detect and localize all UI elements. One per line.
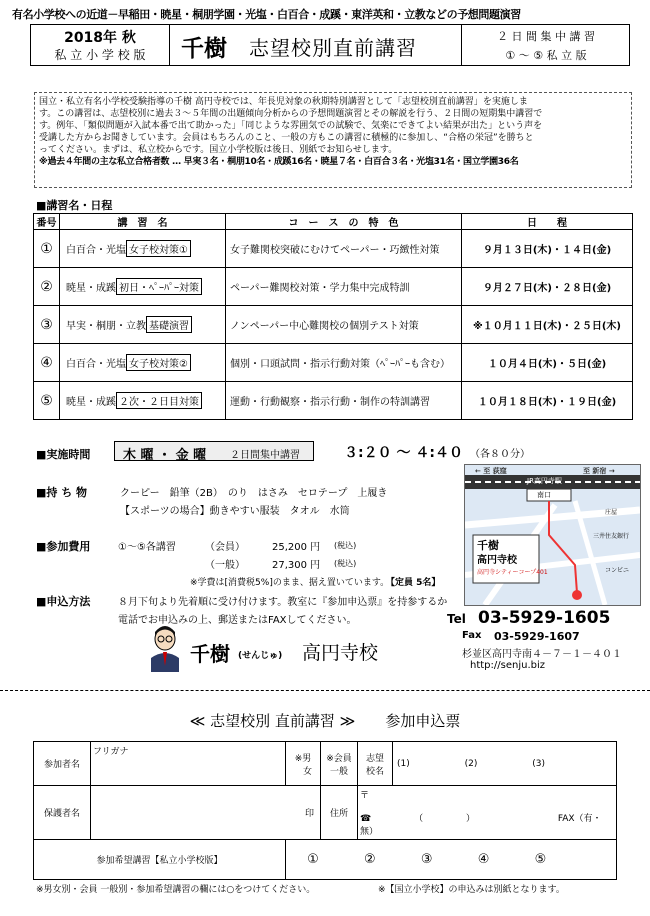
row-num: ③ — [34, 306, 60, 344]
fee-tax-1: (税込) — [334, 541, 357, 550]
fee-member-label: （会員） — [205, 542, 245, 553]
course-options — [286, 840, 617, 880]
address: 杉並区高円寺南４－７－１－４０１ — [462, 649, 622, 660]
school-choice-label: 志望 校名 — [358, 742, 393, 786]
mascot-illustration — [148, 626, 182, 672]
choice-1: (1) — [397, 758, 410, 769]
map-label-building: 高円寺シティーコープ401 — [477, 569, 548, 576]
top-tagline: 有名小学校への近道－早稲田・暁星・桐朋学園・光塩・白百合・成蹊・東洋英和・立教などの予想問題演習 — [12, 8, 521, 21]
row-num: ② — [34, 268, 60, 306]
tel-label: Tel — [447, 612, 466, 626]
access-map — [464, 464, 641, 606]
items-line-1: クーピー 鉛筆（2B） のり はさみ セロテープ 上履き — [120, 488, 388, 499]
sex-select[interactable]: ※男 女 — [286, 742, 321, 786]
fee-course: ①～⑤各講習 — [118, 542, 176, 553]
member-select[interactable]: ※会員 一般 — [321, 742, 358, 786]
items-label: ■持 ち 物 — [36, 486, 88, 499]
phone-icon: ☎ — [360, 814, 372, 824]
row-feature: 運動・行動観察・指示行動・制作の特訓講習 — [226, 382, 462, 420]
fee-general-price: 27,300 円 — [272, 560, 321, 571]
header-edition: 私 立 小 学 校 版 — [54, 48, 146, 62]
fee-note: ※学費は[消費税5%]のまま、据え置いています。 — [190, 578, 390, 588]
intro-line-3: す。例年、「類似問題が入試本番で出て助かった」「同じような雰囲気での試験で、気楽にできてよい結果が出た」という声を — [39, 121, 543, 131]
course-option-3[interactable]: ③ — [420, 852, 433, 867]
map-station: JR高円寺駅 — [527, 477, 562, 485]
row-schools: 白百合・光塩 — [66, 245, 126, 256]
row-course — [60, 306, 226, 344]
row-course — [60, 230, 226, 268]
form-row-guardian — [34, 786, 617, 840]
row-course — [60, 344, 226, 382]
course-option-2[interactable]: ② — [364, 852, 376, 867]
school-branch: 高円寺校 — [302, 642, 379, 664]
footer-note-right: ※【国立小学校】の申込みは別紙となります。 — [378, 885, 565, 895]
time-note: ２日間集中講習 — [230, 450, 300, 461]
row-tag: 女子校対策① — [126, 240, 191, 257]
col-course: 講 習 名 — [60, 214, 226, 230]
phone-paren-left: （ — [414, 814, 424, 824]
tel-number: 03-5929-1605 — [478, 608, 611, 628]
col-date: 日 程 — [462, 214, 633, 230]
row-date: ９月１３日(木)・１４日(金) — [462, 230, 633, 268]
table-row — [34, 382, 633, 420]
time-minutes: （各８０分） — [470, 449, 530, 460]
row-feature: 個別・口頭試問・指示行動対策（ﾍﾟｰﾊﾟｰも含む） — [226, 344, 462, 382]
guardian-input[interactable] — [91, 786, 321, 840]
header-right-box — [461, 25, 630, 65]
time-label: ■実施時間 — [36, 448, 91, 461]
choice-3: (3) — [532, 758, 545, 769]
row-schools: 白百合・光塩 — [66, 359, 126, 370]
phone-line — [360, 811, 614, 837]
row-schools: 暁星・成蹊 — [66, 397, 116, 408]
apply-line-1: ８月下旬より先着順に受け付けます。教室に『参加申込票』を持参するか — [118, 597, 448, 608]
row-tag: 女子校対策② — [126, 354, 191, 371]
time-hours: ３:２０ ～ ４:４０ — [344, 445, 463, 461]
fee-tax-2: (税込) — [334, 559, 357, 568]
address-label: 住所 — [321, 786, 358, 840]
row-feature: ノンペーパー中心難関校の個別テスト対策 — [226, 306, 462, 344]
intro-box — [34, 92, 632, 188]
intro-line-4: 受講した方からお聞きしています。会員はもちろんのこと、一般の方もこの講習に積極的に参加し、“合格の栄冠”を勝ちと — [39, 133, 534, 143]
teacher-icon — [148, 626, 182, 672]
course-label: 参加希望講習【私立小学校版】 — [34, 840, 286, 880]
map-label-brand: 千樹 — [477, 539, 499, 552]
header-year: 2018年 秋 — [64, 30, 136, 46]
row-date: １０月４日(木)・５日(金) — [462, 344, 633, 382]
intro-line-2: す。この講習は、志望校別に過去３～５年間の出題傾向分析からの予想問題演習とその解説を行う、２日間の短期集中講習で — [39, 109, 543, 119]
fee-member-price: 25,200 円 — [272, 542, 321, 553]
intro-line-5: ってください。まずは、私立校からです。国立小学校版は後日、別紙でお知らせします。 — [39, 145, 398, 155]
row-feature: 女子難関校突破にむけてペーパー・巧緻性対策 — [226, 230, 462, 268]
course-option-5[interactable]: ⑤ — [534, 852, 547, 867]
header-title: 志望校別直前講習 — [249, 36, 417, 60]
fee-general-label: （一般） — [205, 560, 245, 571]
map-right-station: 至 新宿 → — [583, 467, 615, 475]
row-course — [60, 382, 226, 420]
row-schools: 早実・桐朋・立教 — [66, 321, 146, 332]
school-choice-inputs[interactable] — [393, 742, 617, 786]
footer-note-left: ※男女別・会員 一般別・参加希望講習の欄には○をつけてください。 — [36, 885, 316, 895]
col-feature: コ ー ス の 特 色 — [226, 214, 462, 230]
header-brand: 千樹 — [181, 35, 227, 62]
seal-label: 印 — [304, 809, 314, 819]
header-intensive: ２ 日 間 集 中 講 習 — [497, 30, 595, 43]
intro-results: ※過去４年間の主な私立合格者数 … 早実３名・桐朋10名・成蹊16名・暁星７名・白百合３名・光塩31名・国立学園36名 — [39, 157, 519, 167]
school-brand: 千樹 — [190, 642, 230, 666]
map-left-station: ← 至 荻窪 — [475, 467, 507, 475]
items-line-2: 【スポーツの場合】動きやすい服装 タオル 水筒 — [120, 506, 350, 517]
school-reading: (せんじゅ) — [238, 651, 283, 661]
col-num: 番号 — [34, 214, 60, 230]
table-row — [34, 344, 633, 382]
map-label-branch: 高円寺校 — [477, 555, 517, 566]
intro-line-1: 国立・私立有名小学校受験指導の千樹 高円寺校では、年長児対象の秋期特別講習として「志望校別直前講習」を実施しま — [39, 97, 528, 107]
schedule-header-row — [34, 214, 633, 230]
time-days: 木 曜 ・ 金 曜 — [123, 448, 207, 463]
fax-number: 03-5929-1607 — [494, 630, 580, 643]
website: http://senju.biz — [470, 660, 546, 671]
schedule-title: ■講習名・日程 — [36, 199, 113, 212]
furigana-label: フリガナ — [93, 747, 129, 757]
row-date: ９月２７日(木)・２８日(金) — [462, 268, 633, 306]
row-date: ※１０月１１日(木)・２５日(木) — [462, 306, 633, 344]
row-num: ⑤ — [34, 382, 60, 420]
row-date: １０月１８日(木)・１９日(金) — [462, 382, 633, 420]
address-input[interactable] — [358, 786, 617, 840]
fee-capacity: 【定員 5名】 — [386, 578, 441, 588]
header-year-box — [31, 25, 170, 65]
row-num: ④ — [34, 344, 60, 382]
course-option-4[interactable]: ④ — [477, 852, 490, 867]
table-row — [34, 306, 633, 344]
form-title: ≪ 志望校別 直前講習 ≫ 参加申込票 — [189, 712, 461, 730]
row-schools: 暁星・成蹊 — [66, 283, 116, 294]
header-range: ① ～ ⑤ 私 立 版 — [505, 49, 587, 62]
course-option-1[interactable]: ① — [307, 852, 319, 867]
row-feature: ペーパー難関校対策・学力集中完成特訓 — [226, 268, 462, 306]
map-shop-shoya: 庄屋 — [605, 509, 618, 516]
fee-label: ■参加費用 — [36, 540, 91, 553]
map-exit: 南口 — [537, 491, 551, 499]
table-row — [34, 268, 633, 306]
apply-label: ■申込方法 — [36, 595, 91, 608]
row-course — [60, 268, 226, 306]
row-tag: 初日・ﾍﾟｰﾊﾟｰ対策 — [116, 278, 202, 295]
cut-line — [0, 690, 650, 691]
form-row-participant — [34, 742, 617, 786]
schedule-table — [33, 213, 633, 420]
row-tag: ２次・２日目対策 — [116, 392, 202, 409]
application-form — [33, 741, 617, 880]
form-row-courses — [34, 840, 617, 880]
choice-2: (2) — [464, 758, 478, 769]
participant-label: 参加者名 — [34, 742, 91, 786]
map-shop-convenience: コンビニ — [605, 567, 630, 574]
header-banner — [30, 24, 630, 66]
postal-label: 〒 — [360, 791, 370, 801]
fax-label: Fax — [462, 630, 482, 641]
participant-input[interactable] — [91, 742, 286, 786]
fax-option[interactable]: FAX（有・無） — [360, 814, 602, 837]
map-shop-bank: 三井住友銀行 — [593, 533, 630, 540]
row-tag: 基礎演習 — [146, 316, 192, 333]
apply-line-2: 電話でお申込みの上、郵送またはFAXしてください。 — [118, 615, 357, 626]
phone-paren-right: ） — [465, 814, 475, 824]
time-days-box — [114, 441, 314, 461]
table-row — [34, 230, 633, 268]
row-num: ① — [34, 230, 60, 268]
guardian-label: 保護者名 — [34, 786, 91, 840]
